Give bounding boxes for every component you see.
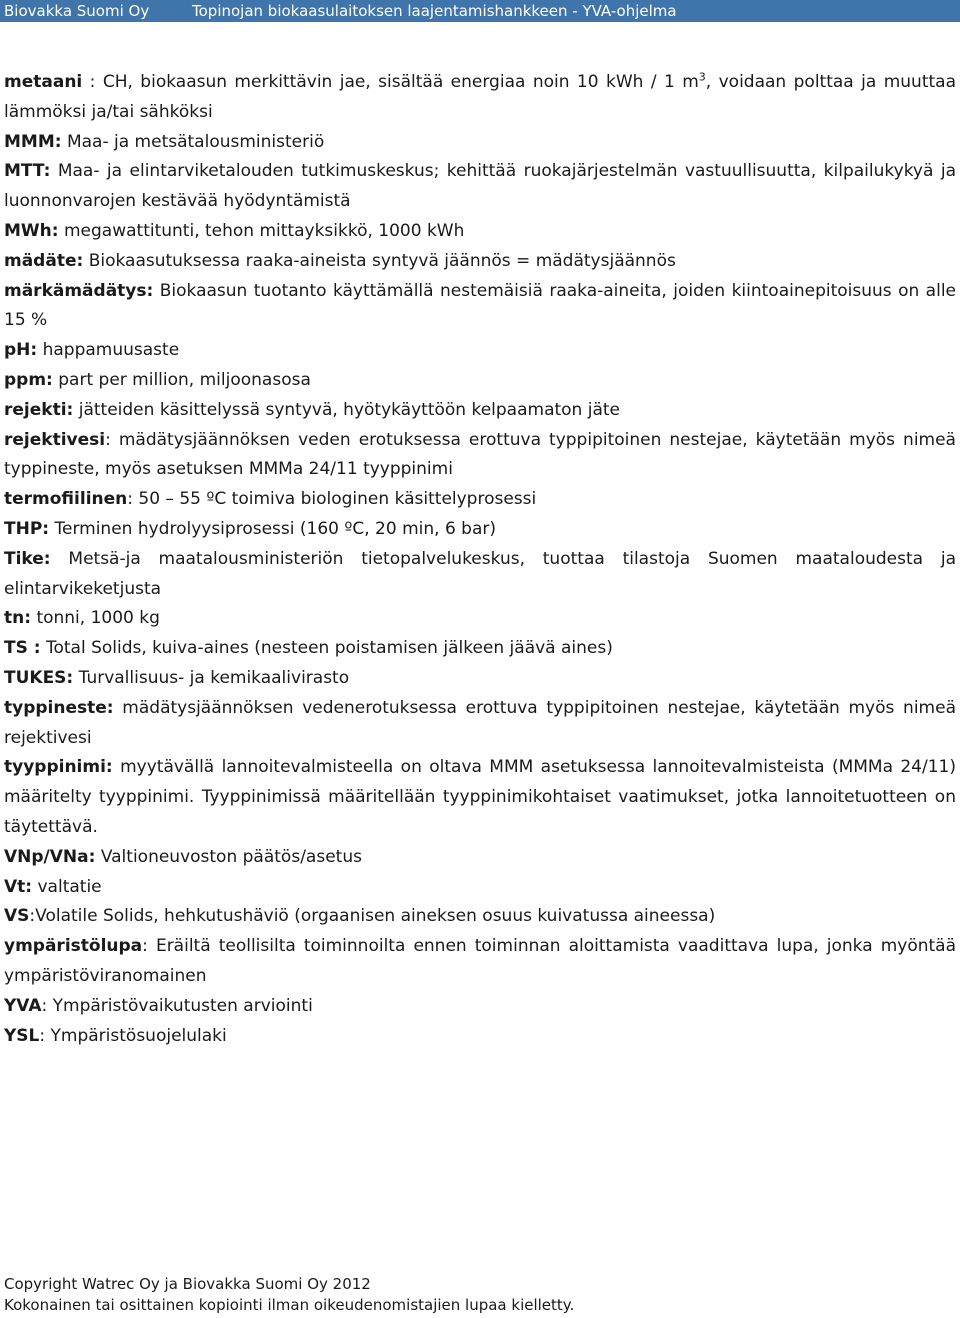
- term-separator: :: [82, 72, 103, 92]
- term-separator: :: [127, 489, 139, 510]
- glossary-term: typpineste:: [4, 697, 114, 718]
- glossary-term: metaani: [4, 72, 83, 92]
- glossary-term: ppm:: [4, 369, 53, 390]
- glossary-entry-vt: [4, 873, 956, 903]
- glossary-term: ympäristölupa: [4, 936, 143, 957]
- footer-copyright: Copyright Watrec Oy ja Biovakka Suomi Oy 2012: [4, 1275, 371, 1293]
- glossary-entry-rejekti: [4, 396, 956, 426]
- glossary-definition: Eräiltä teollisilta toiminnoilta ennen toiminnan aloittamista vaadittava lupa, jonka myöntää ympäristöviranomainen: [4, 936, 956, 986]
- glossary-term: Tike:: [4, 548, 51, 569]
- glossary-definition-continued: , voidaan polttaa ja muuttaa lämmöksi ja/tai sähköksi: [4, 72, 956, 122]
- glossary-entry-mmm: [4, 128, 956, 158]
- glossary-term: tyyppinimi:: [4, 757, 113, 778]
- glossary-term: YSL: [4, 1025, 40, 1046]
- footer-notice: Kokonainen tai osittainen kopiointi ilman oikeudenomistajien lupaa kielletty.: [4, 1296, 575, 1314]
- glossary-entry-ts: [4, 634, 956, 664]
- glossary-term: märkämädätys:: [4, 280, 154, 301]
- glossary-entry-madate: [4, 247, 956, 277]
- glossary-term: termofiilinen: [4, 489, 128, 510]
- glossary-entry-mtt: [4, 157, 956, 217]
- glossary-definition: happamuusaste: [42, 340, 180, 361]
- glossary-term: TUKES:: [4, 667, 74, 688]
- glossary-definition: Metsä-ja maatalousministeriön tietopalvelukeskus, tuottaa tilastoja Suomen maataloudesta ja elintarvikeketjusta: [4, 548, 956, 599]
- glossary-entry-tike: [4, 545, 956, 605]
- glossary-definition: mädätysjäännöksen vedenerotuksessa erottuva typpipitoinen nestejae, käytetään myös nimeä rejektivesi: [4, 697, 956, 748]
- glossary-entry-rejektivesi: [4, 426, 956, 486]
- glossary-entry-vnp-vna: [4, 843, 956, 873]
- glossary-definition: Maa- ja metsätalousministeriö: [66, 131, 325, 152]
- glossary-definition: Maa- ja elintarviketalouden tutkimuskeskus; kehittää ruokajärjestelmän vastuullisuutta, kilpailukykyä ja luonnonvarojen kestävää hyödyntämistä: [4, 161, 957, 212]
- glossary-entry-thp: [4, 515, 956, 545]
- glossary-term: Vt:: [4, 876, 33, 897]
- glossary-term: MWh:: [4, 220, 59, 241]
- glossary-term: MTT:: [4, 161, 51, 182]
- term-separator: [51, 549, 69, 569]
- glossary-term: THP:: [4, 518, 50, 539]
- glossary-definition: myytävällä lannoitevalmisteella on oltava MMM asetuksessa lannoitevalmisteista (MMMa 24/11) määritelty tyyppinimi. Tyyppinimissä määritellään tyyppinimikohtaiset vaatimukset, jotka lannoitetuotteen on täytettävä.: [4, 757, 956, 837]
- term-separator: [113, 757, 120, 777]
- glossary-definition: CH, biokaasun merkittävin jae, sisältää energiaa noin 10 kWh / 1 m: [102, 72, 699, 92]
- glossary-definition: mädätysjäännöksen veden erotuksessa erottuva typpipitoinen nestejae, käytetään myös nimeä typpineste, myös asetuksen MMMa 24/11 tyyppinimi: [4, 429, 956, 480]
- glossary-definition: Valtioneuvoston päätös/asetus: [100, 846, 362, 867]
- glossary-list: [4, 68, 956, 1051]
- glossary-term: rejekti:: [4, 399, 74, 420]
- glossary-entry-yva: [4, 992, 956, 1022]
- glossary-definition: valtatie: [37, 876, 102, 897]
- glossary-definition: 50 – 55 ºC toimiva biologinen käsittelyprosessi: [138, 489, 537, 510]
- glossary-entry-ysl: [4, 1022, 956, 1052]
- glossary-term: tn:: [4, 608, 32, 629]
- glossary-definition: part per million, miljoonasosa: [58, 369, 311, 390]
- glossary-term: pH:: [4, 340, 38, 361]
- term-separator: :: [29, 906, 36, 927]
- glossary-entry-mwh: [4, 217, 956, 247]
- header-organization: Biovakka Suomi Oy: [4, 2, 150, 20]
- glossary-entry-markamadatys: [4, 277, 956, 337]
- glossary-entry-typpineste: [4, 694, 956, 754]
- glossary-entry-metaani: [4, 68, 956, 128]
- glossary-definition: Biokaasutuksessa raaka-aineista syntyvä jäännös = mädätysjäännös: [88, 250, 676, 271]
- term-separator: :: [142, 936, 156, 957]
- glossary-term: rejektivesi: [4, 429, 106, 450]
- glossary-entry-ppm: [4, 366, 956, 396]
- glossary-entry-termofiilinen: [4, 485, 956, 515]
- glossary-entry-vs: [4, 902, 956, 932]
- term-separator: [114, 698, 123, 718]
- glossary-term: TS :: [4, 638, 41, 659]
- glossary-entry-tyyppinimi: [4, 753, 956, 842]
- superscript: 3: [698, 70, 706, 84]
- term-separator: :: [105, 429, 119, 450]
- glossary-definition: Ympäristövaikutusten arviointi: [52, 995, 313, 1016]
- glossary-term: VS: [4, 906, 30, 927]
- glossary-definition: Turvallisuus- ja kemikaalivirasto: [78, 667, 350, 688]
- glossary-definition: jätteiden käsittelyssä syntyvä, hyötykäyttöön kelpaamaton jäte: [78, 399, 621, 420]
- page-footer: [4, 1274, 574, 1316]
- header-project-title: Topinojan biokaasulaitoksen laajentamishankkeen - YVA-ohjelma: [192, 2, 677, 20]
- glossary-entry-ymparistolupa: [4, 932, 956, 992]
- page-header: [0, 0, 960, 22]
- glossary-definition: Total Solids, kuiva-aines (nesteen poistamisen jälkeen jäävä aines): [45, 638, 613, 659]
- glossary-entry-tn: [4, 604, 956, 634]
- glossary-entry-tukes: [4, 664, 956, 694]
- glossary-definition: Ympäristösuojelulaki: [50, 1025, 227, 1046]
- glossary-definition: megawattitunti, tehon mittayksikkö, 1000 kWh: [63, 220, 465, 241]
- term-separator: [50, 161, 57, 181]
- glossary-definition: Biokaasun tuotanto käyttämällä nestemäisiä raaka-aineita, joiden kiintoainepitoisuus on alle 15 %: [4, 280, 957, 331]
- glossary-term: mädäte:: [4, 250, 84, 271]
- glossary-definition: tonni, 1000 kg: [36, 608, 160, 629]
- term-separator: :: [41, 995, 53, 1016]
- glossary-entry-ph: [4, 336, 956, 366]
- glossary-term: YVA: [4, 995, 42, 1016]
- glossary-definition: Terminen hydrolyysiprosessi (160 ºC, 20 min, 6 bar): [54, 518, 496, 539]
- term-separator: :: [39, 1025, 51, 1046]
- glossary-term: VNp/VNa:: [4, 846, 96, 867]
- glossary-term: MMM:: [4, 131, 62, 152]
- glossary-definition: Volatile Solids, hehkutushäviö (orgaanisen aineksen osuus kuivatussa aineessa): [35, 906, 716, 927]
